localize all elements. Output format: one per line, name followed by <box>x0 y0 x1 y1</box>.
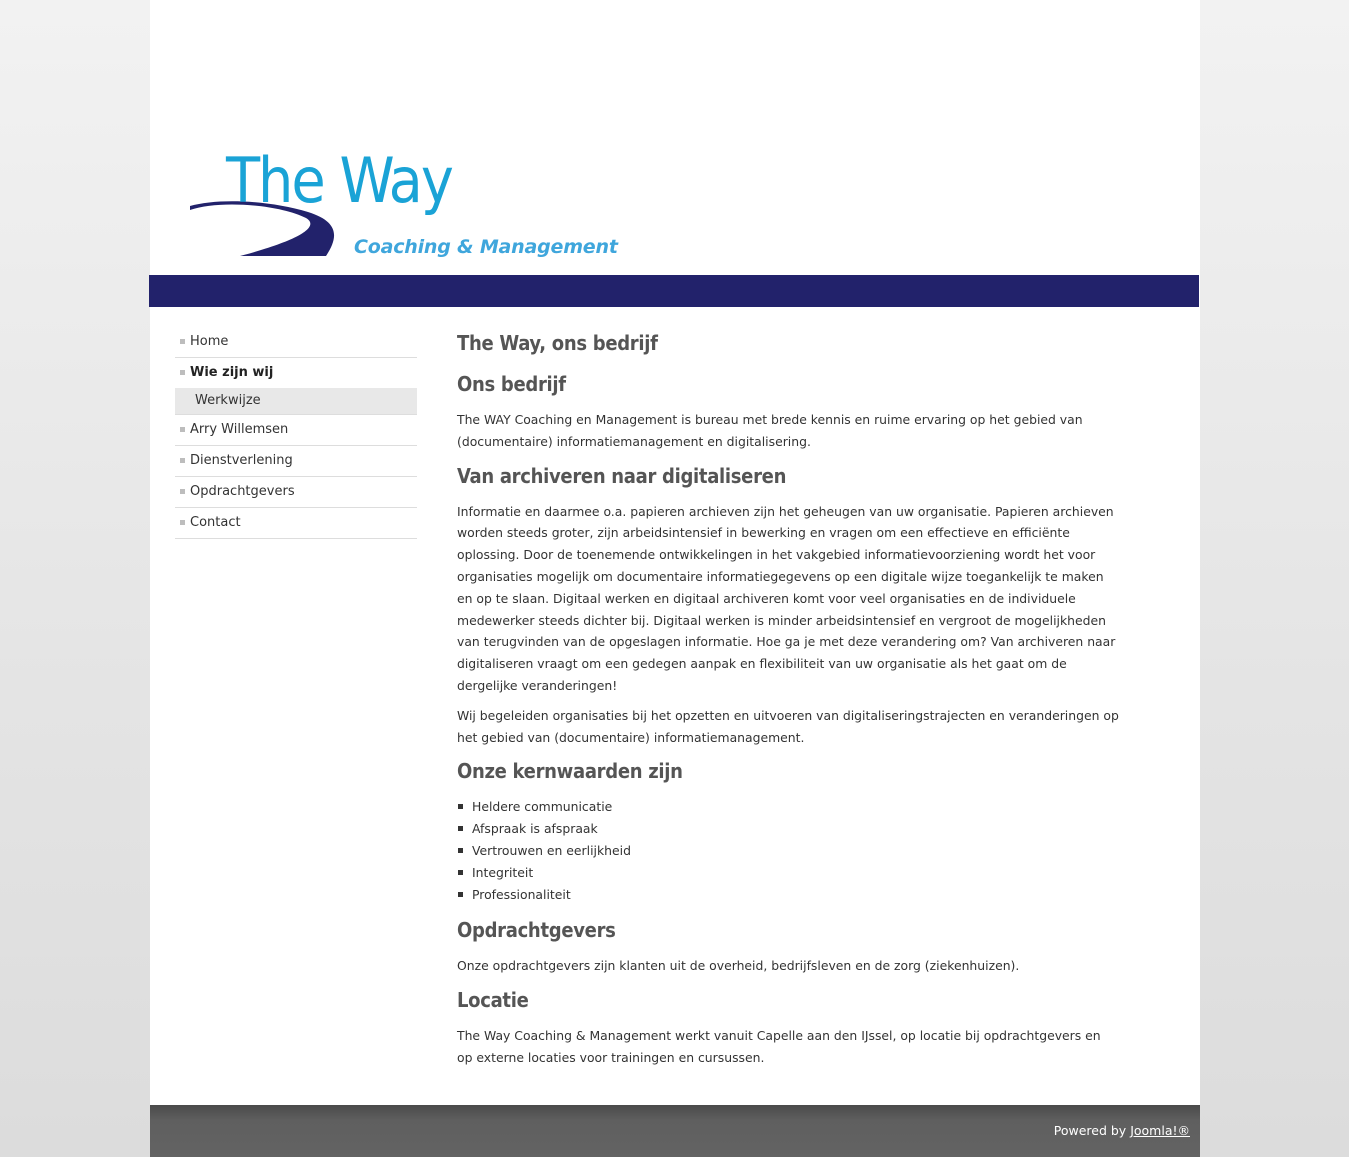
site-logo[interactable] <box>188 144 618 268</box>
section-paragraph: Onze opdrachtgevers zijn klanten uit de overheid, bedrijfsleven en de zorg (ziekenhuizen). <box>457 958 1020 974</box>
header <box>150 0 1200 275</box>
section-heading: Onze kernwaarden zijn <box>457 759 683 784</box>
powered-by-text <box>1054 1123 1190 1138</box>
main-content <box>457 327 1119 1077</box>
list-item-label: Professionaliteit <box>472 886 571 902</box>
sidebar-item-label: Home <box>190 334 229 349</box>
joomla-link[interactable]: Joomla!® <box>1130 1123 1190 1138</box>
square-bullet-icon <box>180 458 185 463</box>
square-bullet-icon <box>458 804 463 809</box>
sidebar-item-contact[interactable] <box>175 508 417 539</box>
sidebar-item-arry-willemsen[interactable] <box>175 415 417 446</box>
logo-title: The Way <box>226 144 452 217</box>
sidebar-item-dienstverlening[interactable] <box>175 446 417 477</box>
section-heading: Locatie <box>457 988 529 1013</box>
sidebar-item-label: Wie zijn wij <box>190 365 274 380</box>
list-item <box>457 862 1119 884</box>
square-bullet-icon <box>458 892 463 897</box>
sidebar-item-label: Arry Willemsen <box>190 422 289 437</box>
square-bullet-icon <box>180 489 185 494</box>
square-bullet-icon <box>458 826 463 831</box>
logo-subtitle: Coaching & Management <box>354 236 618 258</box>
sidebar-item-wie-zijn-wij[interactable] <box>175 358 417 388</box>
list-item-label: Heldere communicatie <box>472 799 613 815</box>
list-item-label: Vertrouwen en eerlijkheid <box>472 842 631 858</box>
list-item <box>457 818 1119 840</box>
section-paragraph: The Way Coaching & Management werkt vanuit Capelle aan den IJssel, op locatie bij opdrachtgevers en op externe locaties voor trainingen en cursussen. <box>457 1028 1101 1065</box>
list-item-label: Integriteit <box>472 864 534 880</box>
powered-by-label: Powered by <box>1053 1123 1131 1138</box>
sidebar-item-label: Werkwijze <box>195 393 261 408</box>
list-item-label: Afspraak is afspraak <box>472 821 598 837</box>
square-bullet-icon <box>180 370 185 375</box>
sidebar-item-label: Contact <box>190 515 241 530</box>
core-values-list <box>457 796 1119 905</box>
square-bullet-icon <box>180 339 185 344</box>
page-title: The Way, ons bedrijf <box>457 331 658 355</box>
sidebar-menu <box>175 327 417 539</box>
square-bullet-icon <box>458 848 463 853</box>
sidebar-item-opdrachtgevers[interactable] <box>175 477 417 508</box>
page-container <box>150 0 1200 1157</box>
footer <box>150 1105 1200 1157</box>
sidebar-item-label: Dienstverlening <box>190 453 293 468</box>
list-item <box>457 840 1119 862</box>
section-heading: Van archiveren naar digitaliseren <box>457 463 787 488</box>
sidebar-item-label: Opdrachtgevers <box>190 484 295 499</box>
section-heading: Opdrachtgevers <box>457 918 616 943</box>
top-navigation-bar <box>149 275 1199 307</box>
square-bullet-icon <box>180 520 185 525</box>
section-paragraph: Informatie en daarmee o.a. papieren archieven zijn het geheugen van uw organisatie. Papieren archieven worden steeds groter, zijn arbeidsintensief in bewerking en vragen om een effectieve en efficiënte oplossing. Door de toenemende ontwikkelingen in het vakgebied informatievoorziening wordt het voor organisaties mogelijk om documentaire informatiegegevens op een digitale wijze toegankelijk te maken en op te slaan. Digitaal werken en digitaal archiveren komt voor veel organisaties en de individuele medewerker steeds dichter bij. Digitaal werken is minder arbeidsintensief en vergroot de mogelijkheden van terugvinden van de opgeslagen informatie. Hoe ga je met deze verandering om? Van archiveren naar digitaliseren vraagt om een gedegen aanpak en flexibiliteit van uw organisatie als het gaat om de dergelijke veranderingen! <box>457 503 1116 693</box>
square-bullet-icon <box>458 870 463 875</box>
sidebar-subitem-werkwijze[interactable] <box>175 388 417 415</box>
list-item <box>457 796 1119 818</box>
section-paragraph: The WAY Coaching en Management is bureau met brede kennis en ruime ervaring op het gebied van (documentaire) informatiemanagement en digitalisering. <box>457 412 1083 449</box>
sidebar-item-home[interactable] <box>175 327 417 358</box>
section-paragraph: Wij begeleiden organisaties bij het opzetten en uitvoeren van digitaliseringstrajecten en veranderingen op het gebied van (documentaire) informatiemanagement. <box>457 707 1119 745</box>
list-item <box>457 884 1119 906</box>
section-heading: Ons bedrijf <box>457 372 566 396</box>
square-bullet-icon <box>180 427 185 432</box>
